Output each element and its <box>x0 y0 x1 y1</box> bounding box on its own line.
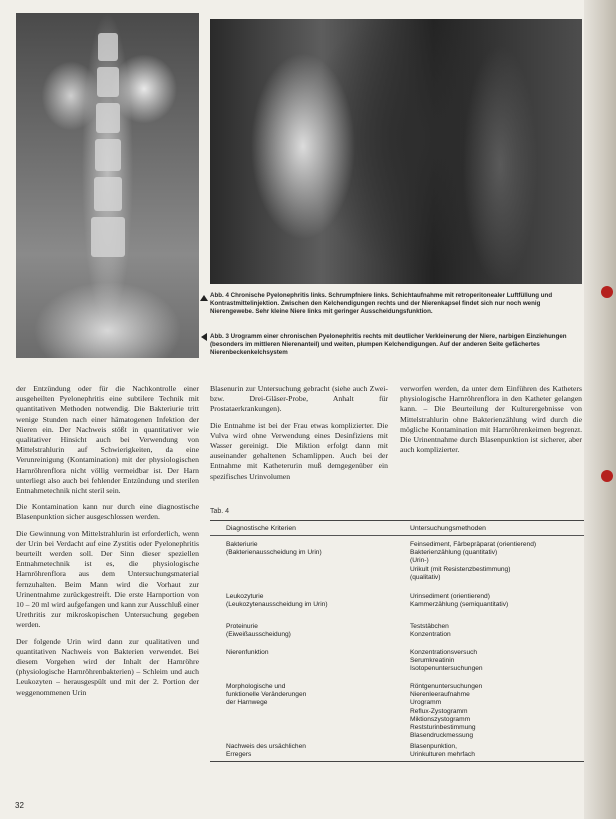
table-row <box>210 743 584 761</box>
paragraph: verworfen werden, da unter dem Einführen des Katheters physiologische Harnröhrenflora in den Katheter gelangen kann. – Die Beurteilung der Kulturergebnisse von Mittelstrahlurin ohne Bakterienzählung wird durch die mögliche Kontamination mit Harnröhrenkeimen begrenzt. Die Urinentnahme durch Blasenpunktion ist sicherer, aber auch komplizierter. <box>400 384 582 455</box>
table-row <box>210 649 584 677</box>
text-column-1 <box>16 384 199 704</box>
page-tab-marker <box>601 470 613 482</box>
vertebra <box>94 177 122 211</box>
vertebra <box>96 103 120 133</box>
table-row <box>210 541 584 585</box>
table-cell: Röntgenuntersuchungen Nierenleeraufnahme Urogramm Reflux-Zystogramm Miktionszystogramm Reststurinbestimmung Blasendruckmessung <box>410 683 483 740</box>
vertebra <box>97 67 119 97</box>
vertebra <box>98 33 118 61</box>
table-cell: Bakteriurie (Bakterienausscheidung im Urin) <box>226 541 322 557</box>
table-cell: Proteinurie (Eiweißausscheidung) <box>226 623 291 639</box>
table-cell: Nierenfunktion <box>226 649 269 656</box>
arrow-left-icon <box>201 333 207 341</box>
page-binding <box>584 0 616 819</box>
paragraph: Die Gewinnung von Mittelstrahlurin ist erforderlich, wenn der Urin bei Verdacht auf eine Zystitis oder Pyelonephritis beurteilt werden soll. Der Sinn dieser speziellen Entnahmetechnik ist es, die physiologische Harnröhrenflora aus dem Untersuchungsmaterial fernzuhalten. Beim Mann wird die Vorhaut zur Urinentnahme zurückgestreift. Die erste Harnportion von 10 – 20 ml wird aufgefangen und kann zur Ausschluß einer Urethritis zur mikroskopischen Untersuchung gegeben werden. <box>16 528 199 630</box>
arrow-up-icon <box>200 295 208 301</box>
figure-caption-3 <box>210 333 582 357</box>
table-cell: Konzentrationsversuch Serumkreatinin Isotopenuntersuchungen <box>410 649 483 673</box>
caption-text: Urogramm einer chronischen Pyelonephritis rechts mit deutlicher Verkleinerung der Niere, narbigen Einziehungen (besonders im mittleren Nierenanteil) und weiten, plumpen Kelchendigungen. Auf der anderen Seite gefächertes Nierenbeckenkelchsystem <box>210 333 567 356</box>
figure-caption-4 <box>210 292 582 316</box>
vertebra <box>95 139 121 171</box>
table-cell: Nachweis des ursächlichen Erregers <box>226 743 306 759</box>
table-header-criteria: Diagnostische Kriterien <box>226 525 296 532</box>
text-column-3 <box>400 384 582 461</box>
xray-image-tomogram <box>210 19 582 284</box>
caption-text: Chronische Pyelonephritis links. Schrumpfniere links. Schichtaufnahme mit retroperitonealer Luftfüllung und Kontrastmittelinjektion. Zwischen den Kelchendigungen rechts und der Nierenkapsel findet sich nur noch wenig Nierengewebe. Sehr kleine Niere links mit geringer Ausscheidungsfunktion. <box>210 292 553 315</box>
table-header-methods: Untersuchungsmethoden <box>410 525 486 532</box>
table-row <box>210 623 584 643</box>
paragraph: der Entzündung oder für die Nachkontrolle einer ausgeheilten Pyelonephritis eine subtilere Technik mit quantitativen Methoden notwendig. Die Bakteriurie tritt wenige Stunden nach einer hämatogenen Infektion der Nieren ein. Der Nachweis stößt in quantitativer wie qualitativer Hinsicht auch bei Verwendung von Mittelstrahlurin auf Schwierigkeiten, da eine Verunreinigung (Kontamination) mit der physiologischen Harnröhrenflora nicht völlig vermeidbar ist. Der Harn unterliegt also auch bei fehlender Entzündung und sterilen Entnahmetechnik nicht steril sein. <box>16 384 199 496</box>
xray-image-urogram <box>16 13 199 358</box>
paragraph: Blasenurin zur Untersuchung gebracht (siehe auch Zwei- bzw. Drei-Gläser-Probe, Anhalt für Prostataerkrankungen). <box>210 384 388 414</box>
vertebra <box>91 217 125 257</box>
table-cell: Leukozyturie (Leukozytenausscheidung im Urin) <box>226 593 328 609</box>
table-cell: Morphologische und funktionelle Veränderungen der Harnwege <box>226 683 307 707</box>
paragraph: Die Entnahme ist bei der Frau etwas komplizierter. Die Vulva wird ohne Verwendung eines Desinfiziens mit Wasser gereinigt. Die Miktion erfolgt dann mit auseinander gehaltenen Schamlippen. Auch bei der Entnahme mit Katheterurin muß demgegenüber ein spezifisches Urinvolumen <box>210 420 388 481</box>
table-cell: Blasenpunktion, Urinkulturen mehrfach <box>410 743 475 759</box>
table-row <box>210 683 584 741</box>
table-row <box>210 593 584 613</box>
criteria-table <box>210 520 584 762</box>
table-cell: Feinsediment, Färbepräparat (orientierend) Bakterienzählung (quantitativ) (Urin-) Urikult (mit Resistenzbestimmung) (qualitativ) <box>410 541 537 581</box>
caption-label: Abb. 4 <box>210 292 229 299</box>
text-column-2 <box>210 384 388 488</box>
caption-label: Abb. 3 <box>210 333 229 340</box>
table-label: Tab. 4 <box>210 508 230 515</box>
page-tab-marker <box>601 286 613 298</box>
paragraph: Der folgende Urin wird dann zur qualitativen und quantitativen Nachweis von Bakterien verwendet. Bei diesem Vorgehen wird der Inhalt der Harnröhre (physiologische Harnröhrenbakterien) – Schleim und auch Leukozyten – herausgespült und mit der 2. Portion der weggenommenen Urin <box>16 636 199 697</box>
paragraph: Die Kontamination kann nur durch eine diagnostische Blasenpunktion sicher ausgeschlossen werden. <box>16 502 199 522</box>
page-number: 32 <box>15 801 24 810</box>
table-header <box>210 521 584 536</box>
table-cell: Teststäbchen Konzentration <box>410 623 451 639</box>
table-cell: Urinsediment (orientierend) Kammerzählung (semiquantitativ) <box>410 593 509 609</box>
